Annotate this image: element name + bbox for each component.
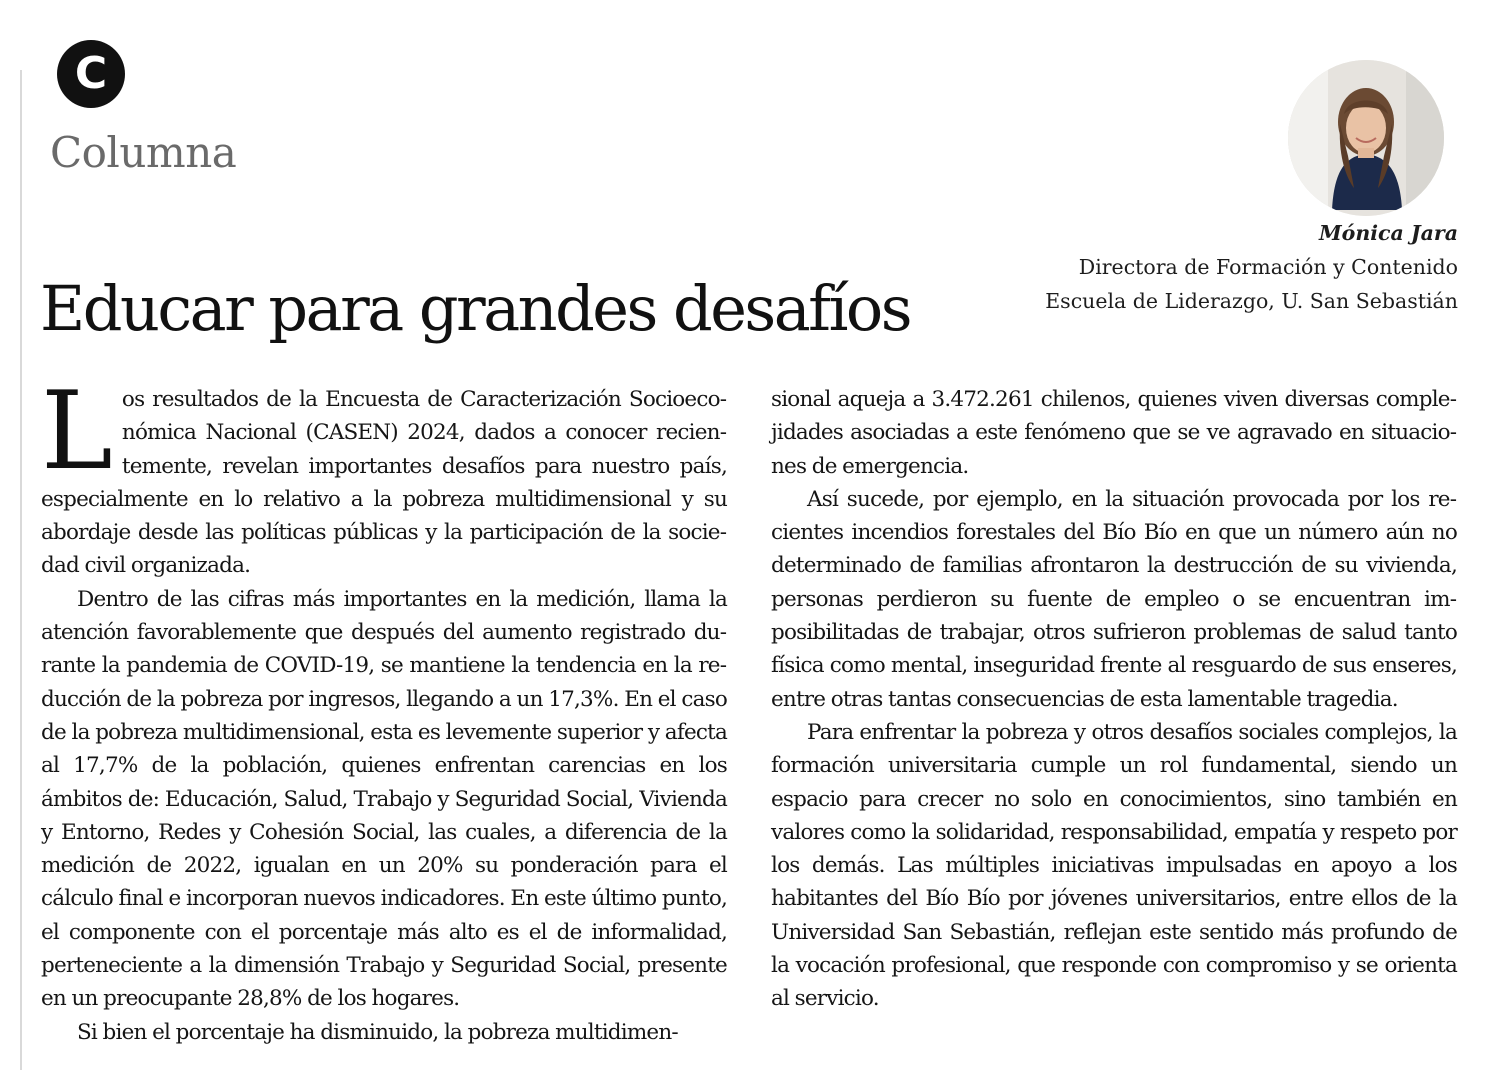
- article-paragraph: Dentro de las cifras más importantes en la medición, llama la atención favorablemente que después del aumento registrado durante la pandemia de COVID-19, se mantiene la tendencia en la reducción de la pobreza por ingresos, llegando a un 17,3%. En el caso de la pobreza multidimensional, esta es levemente superior y afecta al 17,7% de la población, quienes enfrentan carencias en los ámbitos de: Educación, Salud, Trabajo y Seguridad Social, Vivienda y Entorno, Redes y Cohesión Social, las cuales, a diferencia de la medición de 2022, igualan en un 20% su ponderación para el cálculo final e incorporan nuevos indicadores. En este último punto, el componente con el porcentaje más alto es el de informalidad, perteneciente a la dimensión Trabajo y Seguridad Social, presente en un preocupante 28,8% de los hogares.: [41, 586, 727, 1012]
- paragraph-text: os resultados de la Encuesta de Caracterización Socioeconómica Nacional (CASEN) 2024, dados a conocer recientemente, revelan importantes desafíos para nuestro país, especialmente en lo relativo a la pobreza multidimensional y su abordaje desde las políticas públicas y la participación de la sociedad civil organizada.: [41, 387, 727, 579]
- author-portrait-icon: [1288, 60, 1444, 216]
- article-column-left: [41, 369, 727, 1049]
- author-role: Directora de Formación y Contenido: [1078, 255, 1458, 279]
- article-paragraph: sional aqueja a 3.472.261 chilenos, quienes viven diversas complejidades asociadas a este fenómeno que se ve agravado en situaciones de emergencia.: [771, 387, 1457, 479]
- article-paragraph: [41, 369, 727, 583]
- article-paragraph: Así sucede, por ejemplo, en la situación provocada por los recientes incendios forestales del Bío Bío en que un número aún no determinado de familias afrontaron la destrucción de su vivienda, personas perdieron su fuente de empleo o se encuentran imposibilitadas de trabajar, otros sufrieron problemas de salud tanto física como mental, inseguridad frente al resguardo de sus enseres, entre otras tantas consecuencias de esta lamentable tragedia.: [771, 486, 1457, 712]
- article-paragraph: Para enfrentar la pobreza y otros desafíos sociales complejos, la formación universitaria cumple un rol fundamental, siendo un espacio para crecer no solo en conocimientos, sino también en valores como la solidaridad, responsabilidad, empatía y respeto por los demás. Las múltiples iniciativas impulsadas en apoyo a los habitantes del Bío Bío por jóvenes universitarios, entre ellos de la Universidad San Sebastián, reflejan este sentido más profundo de la vocación profesional, que responde con compromiso y se orienta al servicio.: [771, 719, 1457, 1012]
- article-paragraph: Si bien el porcentaje ha disminuido, la pobreza multidimen-: [77, 1019, 678, 1045]
- drop-cap: L: [41, 369, 112, 494]
- author-photo: [1288, 60, 1444, 216]
- column-badge-icon: C: [57, 40, 125, 108]
- author-institution: Escuela de Liderazgo, U. San Sebastián: [1045, 289, 1458, 313]
- headline: Educar para grandes desafíos: [40, 272, 911, 345]
- byline: [1045, 216, 1458, 318]
- article-column-right: [771, 383, 1457, 1016]
- section-label: Columna: [50, 128, 237, 177]
- page-left-rule: [20, 70, 22, 1070]
- author-name: Mónica Jara: [1318, 221, 1458, 245]
